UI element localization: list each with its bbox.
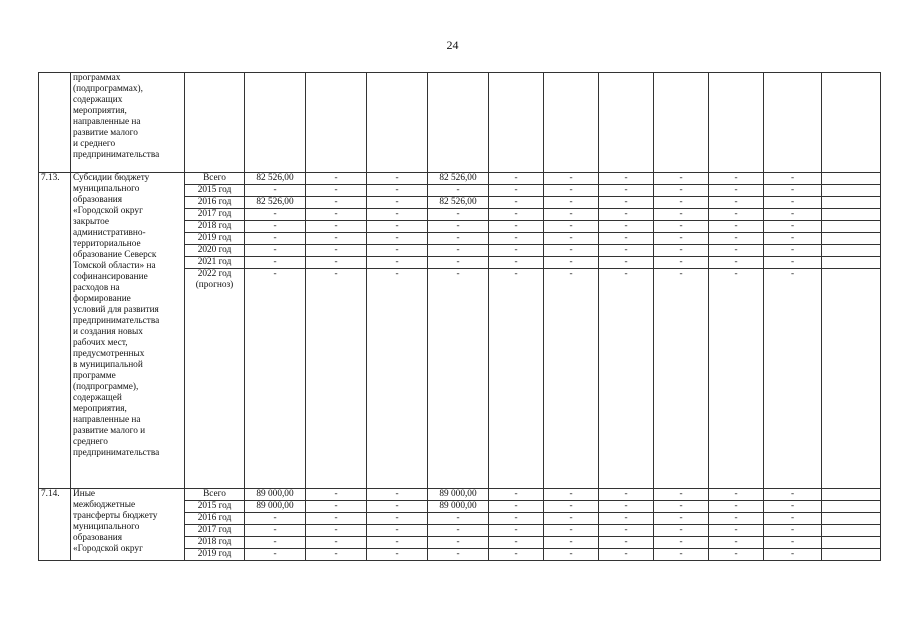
budget-table xyxy=(38,72,881,561)
value-cell: - xyxy=(544,197,599,209)
value-cell: - xyxy=(428,525,489,537)
value-cell: - xyxy=(764,257,822,269)
value-cell: - xyxy=(599,221,654,233)
continued-description: программах (подпрограммах), содержащих мероприятия, направленные на развитие малого и среднего предпринимательства xyxy=(71,73,185,173)
value-cell: - xyxy=(764,537,822,549)
value-cell: - xyxy=(367,537,428,549)
table-row xyxy=(39,173,881,185)
value-cell: - xyxy=(764,185,822,197)
value-cell: - xyxy=(367,549,428,561)
row-number: 7.13. xyxy=(39,173,71,489)
value-cell: - xyxy=(367,233,428,245)
value-cell: - xyxy=(367,185,428,197)
empty-cell xyxy=(822,221,881,233)
value-cell: - xyxy=(544,525,599,537)
value-cell: - xyxy=(544,245,599,257)
value-cell: - xyxy=(544,537,599,549)
empty-cell xyxy=(822,197,881,209)
value-cell: - xyxy=(489,549,544,561)
value-cell: - xyxy=(367,501,428,513)
value-cell: - xyxy=(306,173,367,185)
value-cell: - xyxy=(599,513,654,525)
value-cell: - xyxy=(367,513,428,525)
value-cell: - xyxy=(245,209,306,221)
continued-row xyxy=(39,73,881,173)
value-cell: 82 526,00 xyxy=(245,197,306,209)
value-cell: - xyxy=(489,501,544,513)
value-cell: - xyxy=(709,221,764,233)
value-cell: - xyxy=(599,185,654,197)
value-cell: - xyxy=(306,549,367,561)
year-label: 2015 год xyxy=(185,185,245,197)
value-cell: - xyxy=(709,513,764,525)
value-cell: - xyxy=(599,537,654,549)
value-cell: - xyxy=(428,513,489,525)
value-cell: - xyxy=(709,549,764,561)
value-cell: - xyxy=(709,269,764,489)
value-cell: - xyxy=(544,513,599,525)
value-cell: - xyxy=(654,257,709,269)
value-cell: - xyxy=(709,185,764,197)
value-cell: - xyxy=(599,501,654,513)
value-cell: - xyxy=(245,513,306,525)
value-cell: - xyxy=(599,257,654,269)
value-cell: - xyxy=(544,221,599,233)
value-cell: - xyxy=(306,257,367,269)
value-cell: - xyxy=(709,501,764,513)
value-cell: - xyxy=(654,221,709,233)
value-cell: - xyxy=(245,257,306,269)
value-cell: - xyxy=(654,245,709,257)
value-cell: - xyxy=(709,489,764,501)
year-label: 2019 год xyxy=(185,233,245,245)
value-cell: - xyxy=(306,489,367,501)
value-cell: - xyxy=(367,209,428,221)
value-cell: - xyxy=(764,173,822,185)
value-cell: - xyxy=(544,233,599,245)
value-cell: - xyxy=(764,513,822,525)
empty-cell xyxy=(822,269,881,489)
table-row xyxy=(39,489,881,501)
value-cell: - xyxy=(367,245,428,257)
value-cell: - xyxy=(764,549,822,561)
value-cell: - xyxy=(654,269,709,489)
value-cell: - xyxy=(764,269,822,489)
page-number: 24 xyxy=(446,38,459,52)
empty-cell xyxy=(822,245,881,257)
value-cell: - xyxy=(654,173,709,185)
value-cell: - xyxy=(654,501,709,513)
value-cell: - xyxy=(367,173,428,185)
value-cell: 82 526,00 xyxy=(428,173,489,185)
year-label: 2021 год xyxy=(185,257,245,269)
row-number-empty xyxy=(39,73,71,173)
value-cell: - xyxy=(367,525,428,537)
value-cell: - xyxy=(428,221,489,233)
value-cell: - xyxy=(306,197,367,209)
value-cell: - xyxy=(599,197,654,209)
empty-cell xyxy=(822,185,881,197)
value-cell: - xyxy=(306,221,367,233)
value-cell: - xyxy=(489,513,544,525)
value-cell: - xyxy=(764,221,822,233)
value-cell: - xyxy=(654,525,709,537)
value-cell: - xyxy=(709,245,764,257)
value-cell: - xyxy=(245,185,306,197)
value-cell: - xyxy=(709,209,764,221)
value-cell: 82 526,00 xyxy=(428,197,489,209)
value-cell: - xyxy=(764,501,822,513)
value-cell: - xyxy=(306,269,367,489)
value-cell: - xyxy=(544,257,599,269)
value-cell: - xyxy=(764,489,822,501)
value-cell: - xyxy=(245,549,306,561)
value-cell: - xyxy=(489,185,544,197)
value-cell: - xyxy=(245,269,306,489)
section-7-14 xyxy=(39,489,881,561)
value-cell: - xyxy=(709,257,764,269)
value-cell: - xyxy=(599,525,654,537)
empty-cell xyxy=(822,549,881,561)
value-cell: - xyxy=(306,185,367,197)
value-cell: - xyxy=(306,245,367,257)
value-cell: - xyxy=(489,489,544,501)
value-cell: - xyxy=(599,269,654,489)
value-cell: - xyxy=(489,233,544,245)
value-cell: - xyxy=(367,269,428,489)
year-label: Всего xyxy=(185,489,245,501)
value-cell: - xyxy=(489,173,544,185)
empty-cell xyxy=(822,513,881,525)
value-cell: - xyxy=(367,197,428,209)
value-cell: 89 000,00 xyxy=(245,501,306,513)
value-cell: - xyxy=(544,489,599,501)
value-cell: - xyxy=(428,209,489,221)
value-cell: - xyxy=(599,489,654,501)
empty-cell xyxy=(822,233,881,245)
value-cell: - xyxy=(654,549,709,561)
value-cell: - xyxy=(428,245,489,257)
empty-cell xyxy=(822,489,881,501)
row-number: 7.14. xyxy=(39,489,71,561)
value-cell: - xyxy=(306,525,367,537)
value-cell: - xyxy=(544,185,599,197)
value-cell: - xyxy=(764,525,822,537)
value-cell: - xyxy=(489,197,544,209)
value-cell: - xyxy=(428,233,489,245)
value-cell: - xyxy=(654,185,709,197)
value-cell: - xyxy=(599,209,654,221)
year-label: 2016 год xyxy=(185,513,245,525)
value-cell: - xyxy=(245,221,306,233)
value-cell: - xyxy=(245,537,306,549)
empty-cell xyxy=(822,537,881,549)
row-description: Субсидии бюджету муниципального образования «Городской округ закрытое административно- территориальное образование Северск Томской области» на софинансирование расходов на формирование условий для развития предпринимательства и создания новых рабочих мест, предусмотренных в муниципальной программе (подпрограмме), содержащей мероприятия, направленные на развитие малого и среднего предпринимательства xyxy=(71,173,185,489)
year-label: 2016 год xyxy=(185,197,245,209)
empty-cell xyxy=(822,209,881,221)
value-cell: - xyxy=(709,537,764,549)
value-cell: - xyxy=(489,537,544,549)
value-cell: - xyxy=(306,233,367,245)
value-cell: - xyxy=(245,245,306,257)
value-cell: 89 000,00 xyxy=(428,501,489,513)
value-cell: - xyxy=(489,257,544,269)
value-cell: - xyxy=(709,173,764,185)
value-cell: - xyxy=(306,537,367,549)
value-cell: - xyxy=(428,537,489,549)
year-label: 2018 год xyxy=(185,221,245,233)
value-cell: - xyxy=(654,197,709,209)
value-cell: - xyxy=(764,233,822,245)
value-cell: - xyxy=(599,549,654,561)
value-cell: - xyxy=(489,269,544,489)
value-cell: - xyxy=(544,501,599,513)
value-cell: - xyxy=(544,549,599,561)
value-cell: - xyxy=(654,489,709,501)
value-cell: - xyxy=(245,233,306,245)
value-cell: - xyxy=(599,245,654,257)
value-cell: - xyxy=(489,209,544,221)
value-cell: - xyxy=(306,209,367,221)
value-cell: - xyxy=(764,209,822,221)
value-cell: - xyxy=(654,209,709,221)
value-cell: - xyxy=(654,233,709,245)
value-cell: - xyxy=(245,525,306,537)
value-cell: - xyxy=(306,501,367,513)
value-cell: - xyxy=(764,245,822,257)
value-cell: 82 526,00 xyxy=(245,173,306,185)
value-cell: - xyxy=(306,513,367,525)
value-cell: 89 000,00 xyxy=(245,489,306,501)
value-cell: - xyxy=(428,185,489,197)
year-label: 2015 год xyxy=(185,501,245,513)
value-cell: - xyxy=(654,513,709,525)
value-cell: - xyxy=(544,173,599,185)
year-label: 2018 год xyxy=(185,537,245,549)
year-label: 2017 год xyxy=(185,209,245,221)
empty-cell xyxy=(822,525,881,537)
value-cell: - xyxy=(367,489,428,501)
empty-cell xyxy=(822,257,881,269)
value-cell: - xyxy=(489,525,544,537)
value-cell: - xyxy=(367,257,428,269)
value-cell: - xyxy=(544,209,599,221)
year-label: 2020 год xyxy=(185,245,245,257)
value-cell: - xyxy=(544,269,599,489)
value-cell: - xyxy=(489,245,544,257)
value-cell: - xyxy=(428,549,489,561)
value-cell: - xyxy=(599,233,654,245)
value-cell: - xyxy=(367,221,428,233)
value-cell: - xyxy=(709,197,764,209)
value-cell: - xyxy=(709,525,764,537)
year-label: 2022 год (прогноз) xyxy=(185,269,245,489)
value-cell: - xyxy=(489,221,544,233)
value-cell: - xyxy=(709,233,764,245)
year-label: 2019 год xyxy=(185,549,245,561)
value-cell: - xyxy=(428,257,489,269)
value-cell: - xyxy=(599,173,654,185)
value-cell: - xyxy=(654,537,709,549)
value-cell: - xyxy=(428,269,489,489)
empty-cell xyxy=(822,501,881,513)
value-cell: 89 000,00 xyxy=(428,489,489,501)
row-description: Иные межбюджетные трансферты бюджету муниципального образования «Городской округ xyxy=(71,489,185,561)
empty-cell xyxy=(822,173,881,185)
year-label: 2017 год xyxy=(185,525,245,537)
year-label: Всего xyxy=(185,173,245,185)
value-cell: - xyxy=(764,197,822,209)
section-7-13 xyxy=(39,173,881,489)
